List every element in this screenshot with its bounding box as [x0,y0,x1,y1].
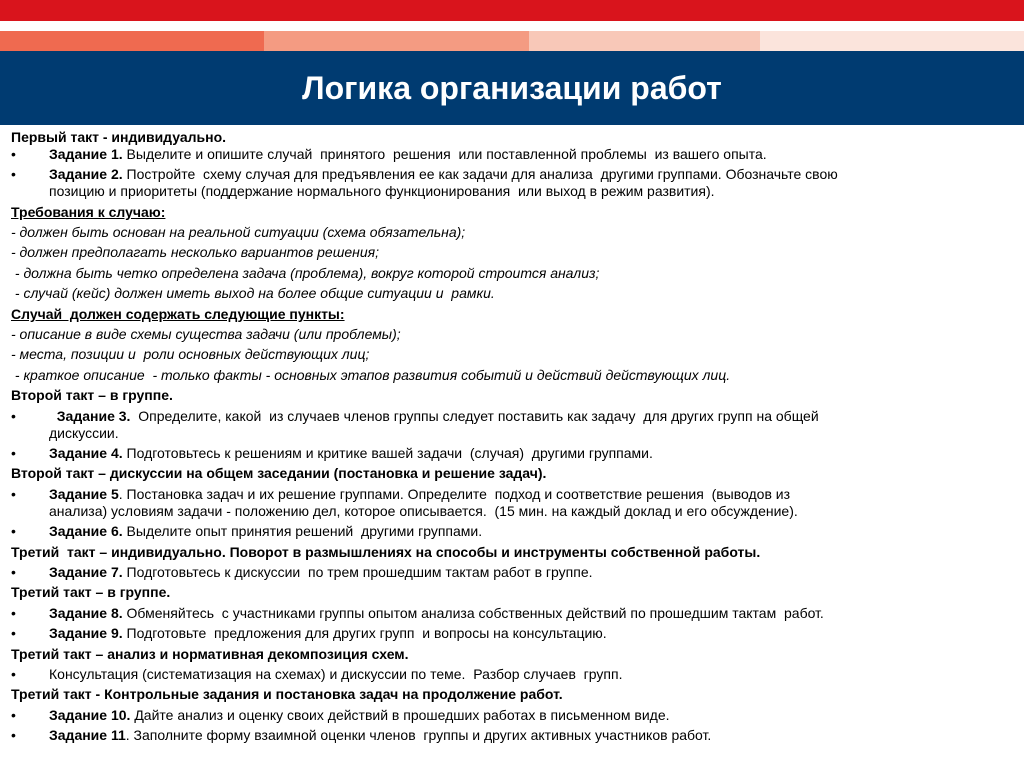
stripe-3 [529,31,760,51]
list-item [11,605,1016,622]
list-item [11,625,1016,642]
task-label: Задание 3. [49,407,131,424]
bullet-dot: • [11,727,16,744]
stripe-4 [760,31,1024,51]
bullet-dot: • [11,563,16,580]
item-text [49,625,1016,642]
task-text: . Постановка задач и их решение группами. Определите подход и соответствие решения (выводов из [118,485,791,502]
list-item [11,523,1016,540]
item-text [49,146,1016,163]
task-label: Задание 10. [49,706,131,723]
section-heading: Второй такт – в группе. [11,387,173,404]
task-label: Задание 2. [49,166,123,183]
slide-content [11,129,1016,744]
task-label: Задание 11 [49,727,126,744]
task-text: Обменяйтесь с участниками группы опытом анализа собственных действий по прошедшим тактам работ. [122,604,824,621]
task-label: Задание 7. [49,563,123,580]
bullet-dot: • [11,523,16,540]
requirement-item: - должен быть основан на реальной ситуации (схема обязательна); [11,224,466,241]
item-text [49,445,1016,462]
title-banner [0,51,1024,125]
requirement-item: - должна быть четко определена задача (проблема), вокруг которой строится анализ; [11,264,600,281]
decorative-stripes [0,31,1024,51]
requirements-heading: Требования к случаю: [11,203,166,220]
task-text-continued: позицию и приоритеты (поддержание нормального функционирования или выход в режим развития). [49,183,715,200]
task-text: Подготовьтесь к дискуссии по трем прошедшим тактам работ в группе. [122,563,593,580]
item-text: Консультация (систематизация на схемах) и дискуссии по теме. Разбор случаев групп. [49,665,623,682]
stripe-1 [0,31,264,51]
section-heading: Третий такт – анализ и нормативная декомпозиция схем. [11,645,409,662]
section-heading: Второй такт – дискуссии на общем заседании (постановка и решение задач). [11,465,547,482]
item-text [49,523,1016,540]
task-label: Задание 8. [49,604,123,621]
task-text: Дайте анализ и оценку своих действий в прошедших работах в письменном виде. [130,706,670,723]
list-item [11,564,1016,581]
case-item: - описание в виде схемы существа задачи (или проблемы); [11,326,401,343]
task-label: Задание 5 [49,485,119,502]
task-text-continued: дискуссии. [49,424,119,441]
item-text [49,707,1016,724]
list-item [11,707,1016,724]
task-label: Задание 1. [49,145,123,162]
item-text [49,486,1016,520]
task-text: Постройте схему случая для предъявления ее как задачи для анализа другими группами. Обозначьте свою [122,166,838,183]
bullet-dot: • [11,625,16,642]
section-heading: Третий такт – индивидуально. Поворот в размышлениях на способы и инструменты собственной работы. [11,543,761,560]
task-text: Определите, какой из случаев членов группы следует поставить как задачу для других групп на общей [130,407,819,424]
case-item: - краткое описание - только факты - основных этапов развития событий и действий действующих лиц. [11,366,731,383]
requirement-item: - случай (кейс) должен иметь выход на более общие ситуации и рамки. [11,285,495,302]
task-label: Задание 9. [49,625,123,642]
top-accent-bar [0,0,1024,21]
case-content-heading: Случай должен содержать следующие пункты: [11,305,345,322]
task-label: Задание 6. [49,523,123,540]
section-heading: Третий такт – в группе. [11,584,171,601]
task-text: Подготовьте предложения для других групп и вопросы на консультацию. [122,625,607,642]
bullet-dot: • [11,706,16,723]
item-text [49,408,1016,442]
section-heading: Третий такт - Контрольные задания и постановка задач на продолжение работ. [11,686,563,703]
list-item [11,727,1016,744]
bullet-dot: • [11,485,16,502]
item-text [49,727,1016,744]
bullet-dot: • [11,604,16,621]
task-label: Задание 4. [49,445,123,461]
list-item [11,166,1016,200]
item-text [49,166,1016,200]
list-item [11,445,1016,462]
bullet-dot: • [11,665,16,682]
bullet-dot: • [11,145,16,162]
bullet-dot: • [11,445,16,461]
stripe-2 [264,31,529,51]
bullet-dot: • [11,166,16,183]
section-heading: Первый такт - индивидуально. [11,129,227,145]
task-text: . Заполните форму взаимной оценки членов группы и других активных участников работ. [125,727,712,744]
task-text: Выделите опыт принятия решений другими группами. [122,523,483,540]
task-text: Выделите и опишите случай принятого решения или поставленной проблемы из вашего опыта. [122,145,767,162]
list-item [11,666,1016,683]
item-text [49,605,1016,622]
item-text [49,564,1016,581]
slide-title: Логика организации работ [302,69,722,106]
list-item [11,408,1016,442]
bullet-dot: • [11,407,16,424]
task-text-continued: анализа) условиям задачи - положению дел, которое описывается. (15 мин. на каждый доклад и его обсуждение). [49,502,798,519]
list-item [11,486,1016,520]
list-item [11,146,1016,163]
task-text: Подготовьтесь к решениям и критике вашей задачи (случая) другими группами. [122,445,653,461]
requirement-item: - должен предполагать несколько вариантов решения; [11,244,379,261]
case-item: - места, позиции и роли основных действующих лиц; [11,346,370,363]
